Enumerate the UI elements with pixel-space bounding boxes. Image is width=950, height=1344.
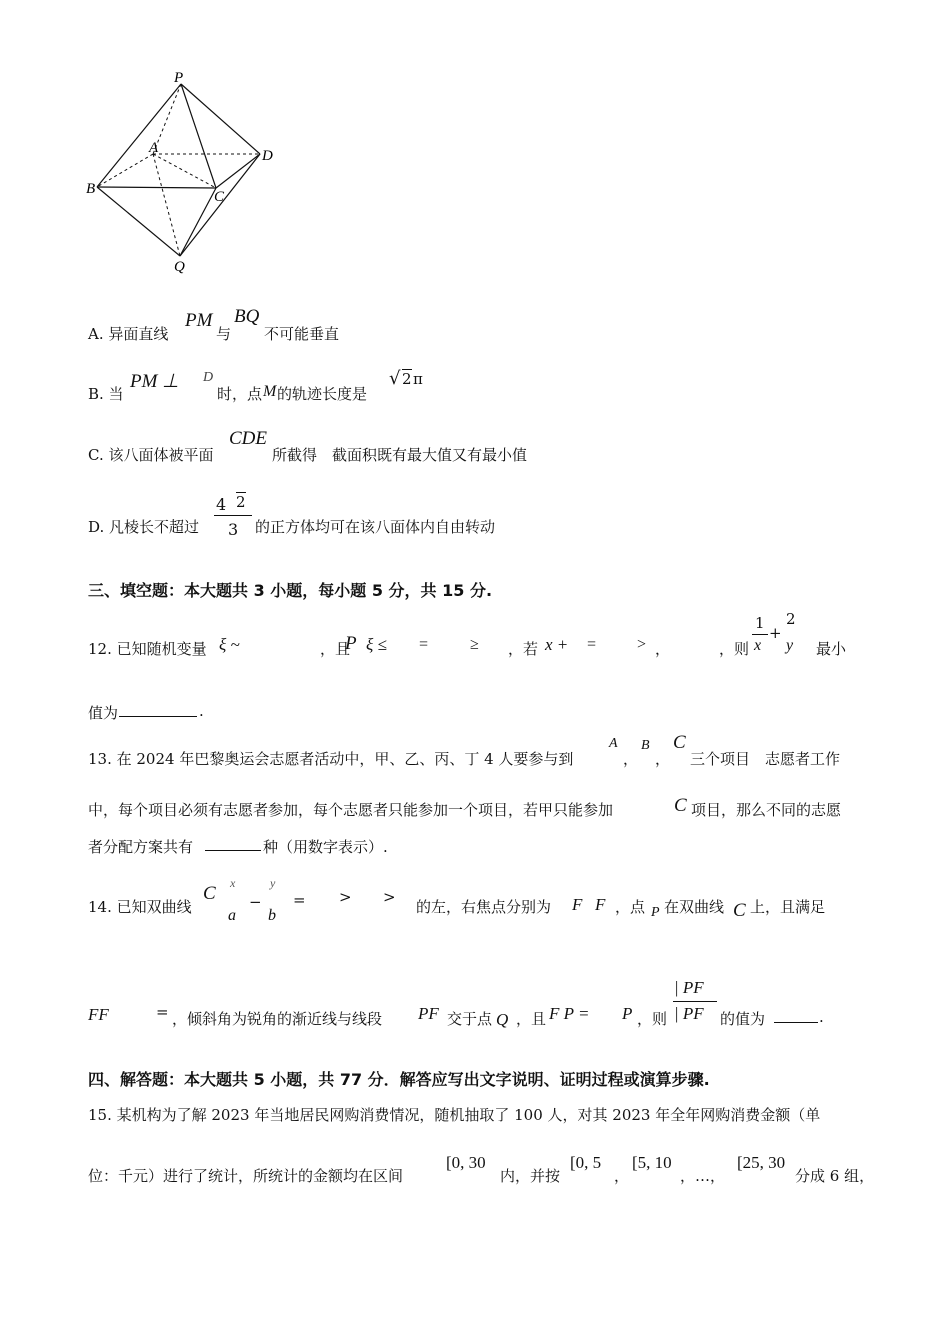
label-C: C bbox=[214, 189, 225, 205]
label-P: P bbox=[174, 70, 184, 86]
answer-blank-14[interactable] bbox=[774, 1008, 818, 1023]
edge-AQ bbox=[153, 154, 180, 256]
fraction-bar bbox=[214, 515, 252, 516]
answer-blank-13[interactable] bbox=[205, 836, 261, 851]
edge-BC bbox=[97, 187, 216, 188]
fraction-bar bbox=[673, 1001, 717, 1002]
sqrt-sign: √ bbox=[389, 368, 401, 389]
octahedron-figure bbox=[80, 66, 290, 281]
label-D: D bbox=[262, 148, 273, 164]
section-3-title: 三、填空题：本大题共 3 小题，每小题 5 分，共 15 分. bbox=[88, 581, 493, 600]
section-4-title: 四、解答题：本大题共 5 小题，共 77 分．解答应写出文字说明、证明过程或演算步骤. bbox=[88, 1070, 710, 1089]
label-B: B bbox=[86, 181, 96, 197]
answer-blank-12[interactable] bbox=[119, 702, 197, 717]
label-A: A bbox=[149, 140, 159, 156]
fraction-bar bbox=[752, 634, 768, 635]
edge-AB bbox=[97, 154, 153, 187]
edge-PB bbox=[97, 84, 181, 187]
edge-DQ bbox=[180, 154, 260, 256]
edge-BQ bbox=[97, 187, 180, 256]
label-Q: Q bbox=[174, 259, 185, 275]
edge-CQ bbox=[180, 188, 216, 256]
